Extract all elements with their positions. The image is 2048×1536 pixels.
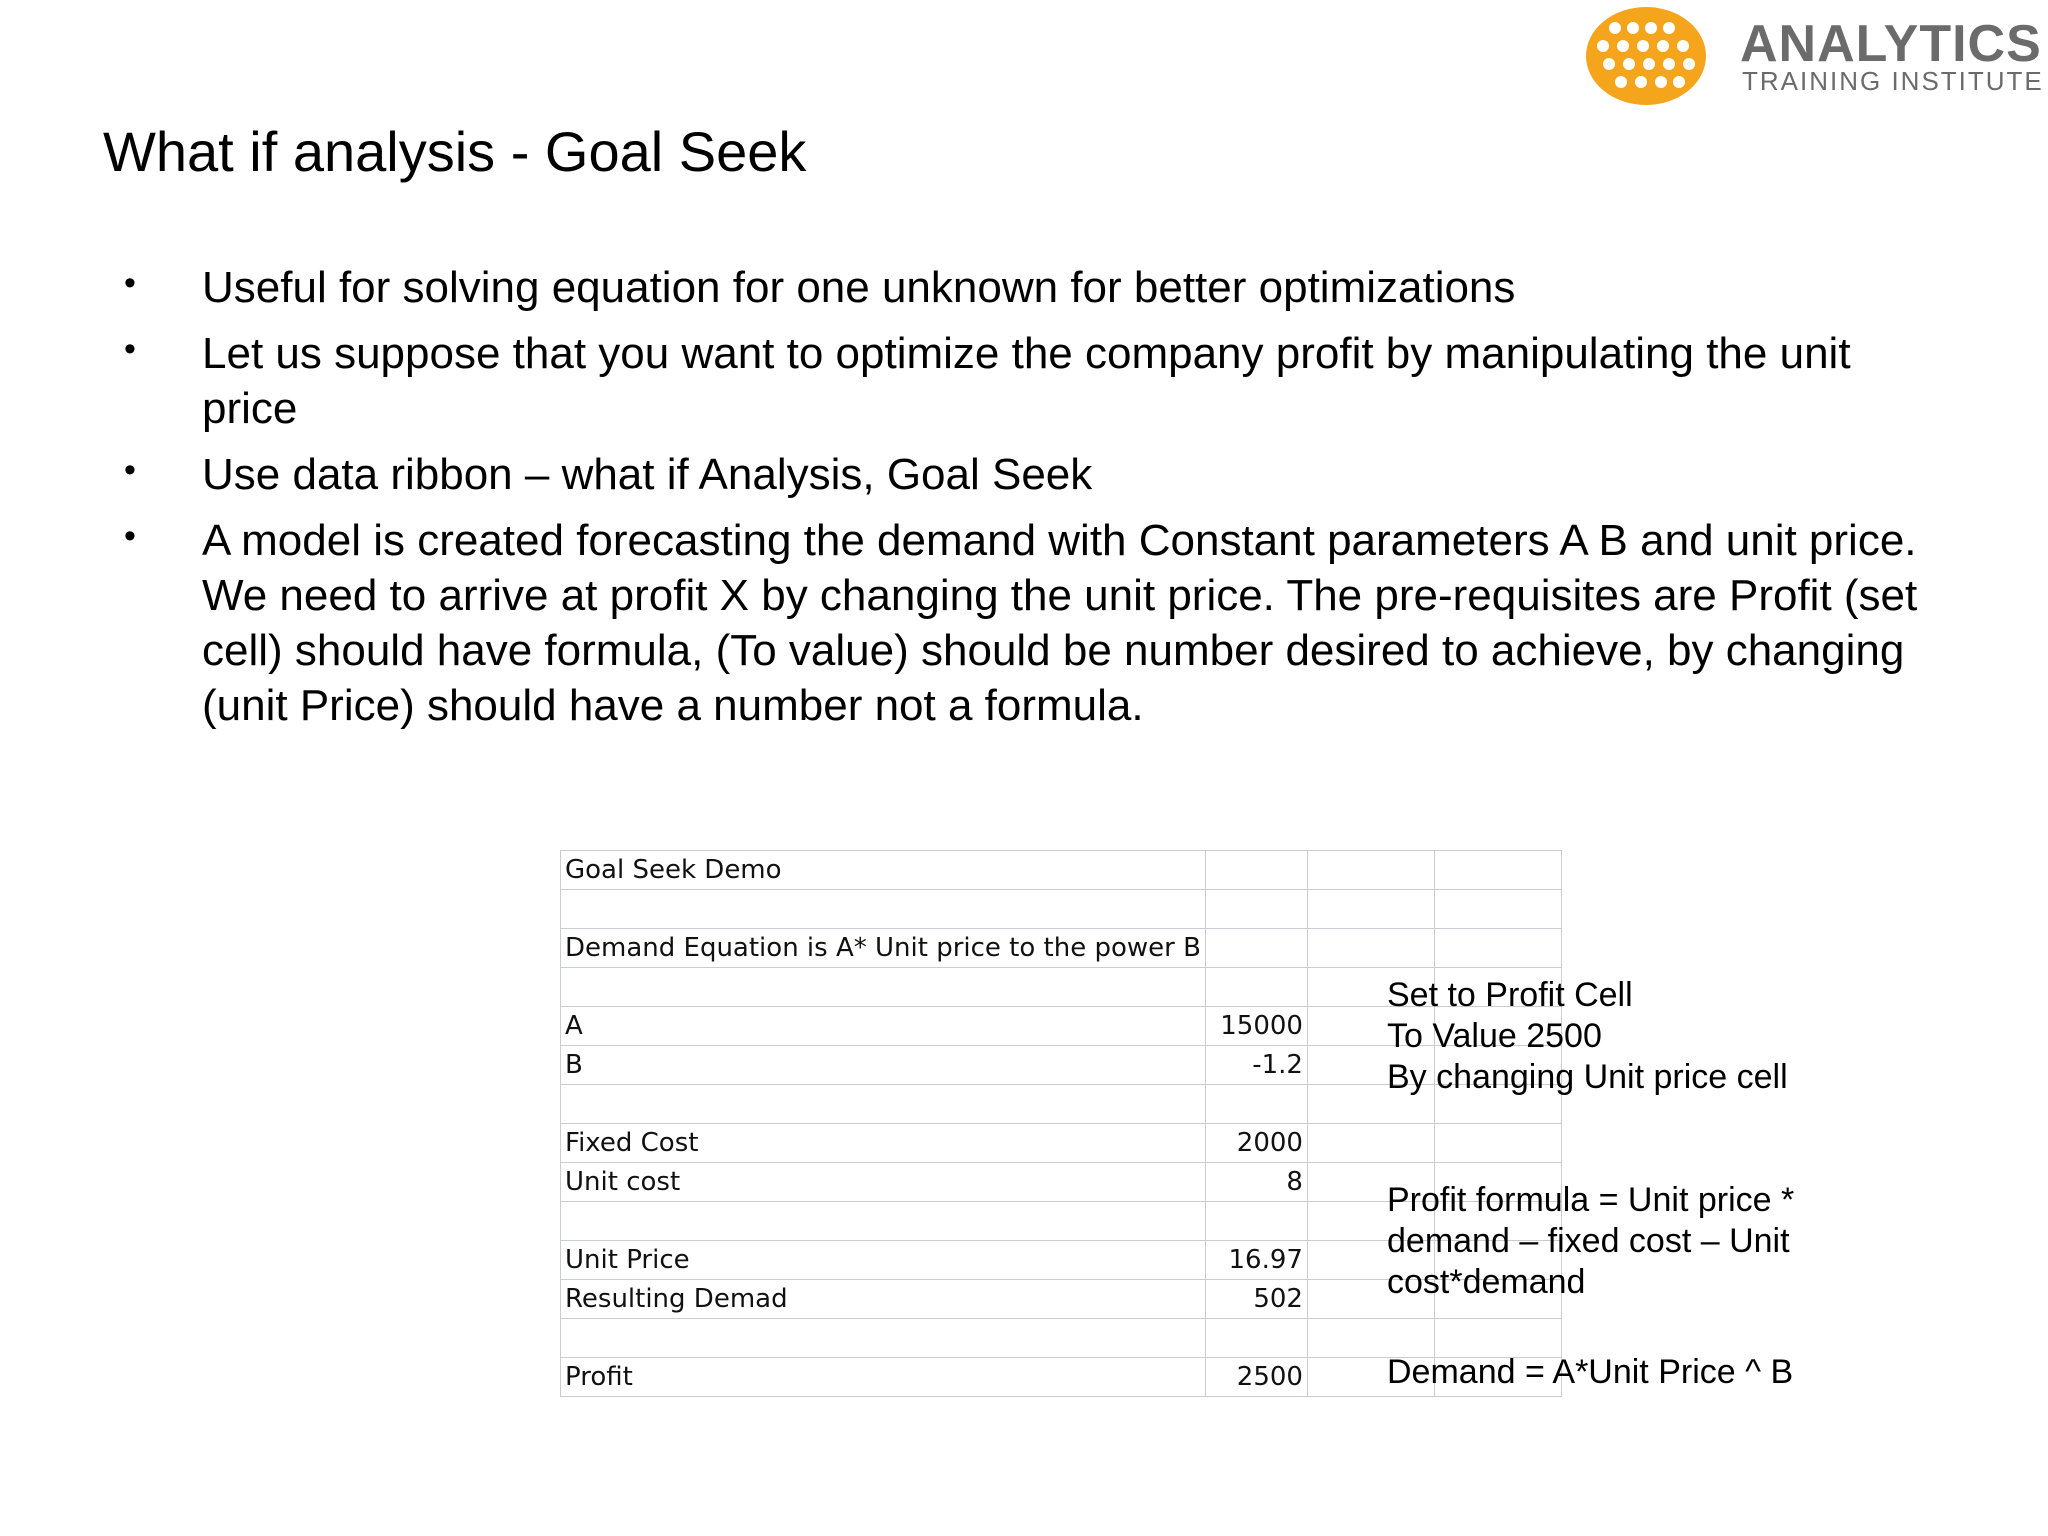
sheet-value-cell[interactable]: -1.2 bbox=[1205, 1046, 1307, 1085]
sheet-value-cell[interactable]: 2000 bbox=[1205, 1124, 1307, 1163]
sheet-value-cell[interactable]: 15000 bbox=[1205, 1007, 1307, 1046]
profit-formula-note: Profit formula = Unit price * demand – fixed cost – Unit cost*demand bbox=[1387, 1181, 1795, 1301]
setting-line: To Value 2500 bbox=[1387, 1017, 1602, 1055]
logo-mark-icon bbox=[1585, 6, 1707, 106]
analytics-logo bbox=[1585, 6, 2045, 106]
sheet-row bbox=[561, 1124, 1562, 1163]
bullet-dot-icon: • bbox=[124, 264, 136, 302]
bullet-dot-icon: • bbox=[124, 451, 136, 489]
sheet-value-cell[interactable] bbox=[1205, 929, 1307, 968]
sheet-empty-cell[interactable] bbox=[1434, 929, 1561, 968]
sheet-value-cell[interactable] bbox=[1205, 1202, 1307, 1241]
bullet-list bbox=[118, 260, 1948, 744]
sheet-label-cell[interactable] bbox=[561, 1085, 1206, 1124]
bullet-dot-icon: • bbox=[124, 517, 136, 555]
sheet-label-cell[interactable]: Demand Equation is A* Unit price to the power B bbox=[561, 929, 1206, 968]
setting-line: Set to Profit Cell bbox=[1387, 976, 1633, 1014]
sheet-empty-cell[interactable] bbox=[1434, 890, 1561, 929]
bullet-item: • Useful for solving equation for one unknown for better optimizations bbox=[118, 260, 1948, 315]
sheet-row bbox=[561, 929, 1562, 968]
sheet-value-cell[interactable]: 502 bbox=[1205, 1280, 1307, 1319]
sheet-label-cell[interactable] bbox=[561, 1319, 1206, 1358]
sheet-empty-cell[interactable] bbox=[1434, 1124, 1561, 1163]
sheet-empty-cell[interactable] bbox=[1307, 929, 1434, 968]
sheet-row bbox=[561, 890, 1562, 929]
sheet-empty-cell[interactable] bbox=[1307, 851, 1434, 890]
sheet-label-cell[interactable] bbox=[561, 968, 1206, 1007]
goal-seek-spreadsheet bbox=[560, 850, 1562, 1397]
logo-wordmark: ANALYTICS bbox=[1740, 15, 2042, 73]
sheet-value-cell[interactable] bbox=[1205, 890, 1307, 929]
sheet-label-cell[interactable]: A bbox=[561, 1007, 1206, 1046]
sheet-empty-cell[interactable] bbox=[1434, 851, 1561, 890]
bullet-item: • Use data ribbon – what if Analysis, Goal Seek bbox=[118, 447, 1948, 502]
sheet-label-cell[interactable]: Profit bbox=[561, 1358, 1206, 1397]
sheet-value-cell[interactable] bbox=[1205, 968, 1307, 1007]
sheet-label-cell[interactable]: Unit Price bbox=[561, 1241, 1206, 1280]
sheet-value-cell[interactable] bbox=[1205, 851, 1307, 890]
slide-title: What if analysis - Goal Seek bbox=[103, 120, 807, 183]
logo-subtitle: TRAINING INSTITUTE bbox=[1742, 66, 2044, 96]
sheet-label-cell[interactable]: Resulting Demad bbox=[561, 1280, 1206, 1319]
goal-seek-settings bbox=[1387, 975, 1867, 1098]
bullet-item: • A model is created forecasting the demand with Constant parameters A B and unit price. We need to arrive at profit X by changing the unit price. The pre-requisites are Profit (set cell) should have formula, (To value) should be number desired to achieve, by changing (unit Price) should have a number not a formula. bbox=[118, 513, 1948, 733]
demand-formula-note: Demand = A*Unit Price ^ B bbox=[1387, 1353, 1794, 1391]
sheet-label-cell[interactable]: B bbox=[561, 1046, 1206, 1085]
sheet-value-cell[interactable]: 16.97 bbox=[1205, 1241, 1307, 1280]
bullet-dot-icon: • bbox=[124, 330, 136, 368]
sheet-empty-cell[interactable] bbox=[1307, 1124, 1434, 1163]
sheet-value-cell[interactable] bbox=[1205, 1319, 1307, 1358]
sheet-empty-cell[interactable] bbox=[1307, 890, 1434, 929]
sheet-row bbox=[561, 851, 1562, 890]
sheet-label-cell[interactable]: Unit cost bbox=[561, 1163, 1206, 1202]
sheet-label-cell[interactable]: Goal Seek Demo bbox=[561, 851, 1206, 890]
sheet-value-cell[interactable]: 8 bbox=[1205, 1163, 1307, 1202]
bullet-item: • Let us suppose that you want to optimize the company profit by manipulating the unit price bbox=[118, 326, 1948, 436]
sheet-value-cell[interactable]: 2500 bbox=[1205, 1358, 1307, 1397]
sheet-value-cell[interactable] bbox=[1205, 1085, 1307, 1124]
sheet-label-cell[interactable] bbox=[561, 1202, 1206, 1241]
sheet-label-cell[interactable]: Fixed Cost bbox=[561, 1124, 1206, 1163]
sheet-label-cell[interactable] bbox=[561, 890, 1206, 929]
setting-line: By changing Unit price cell bbox=[1387, 1058, 1788, 1096]
